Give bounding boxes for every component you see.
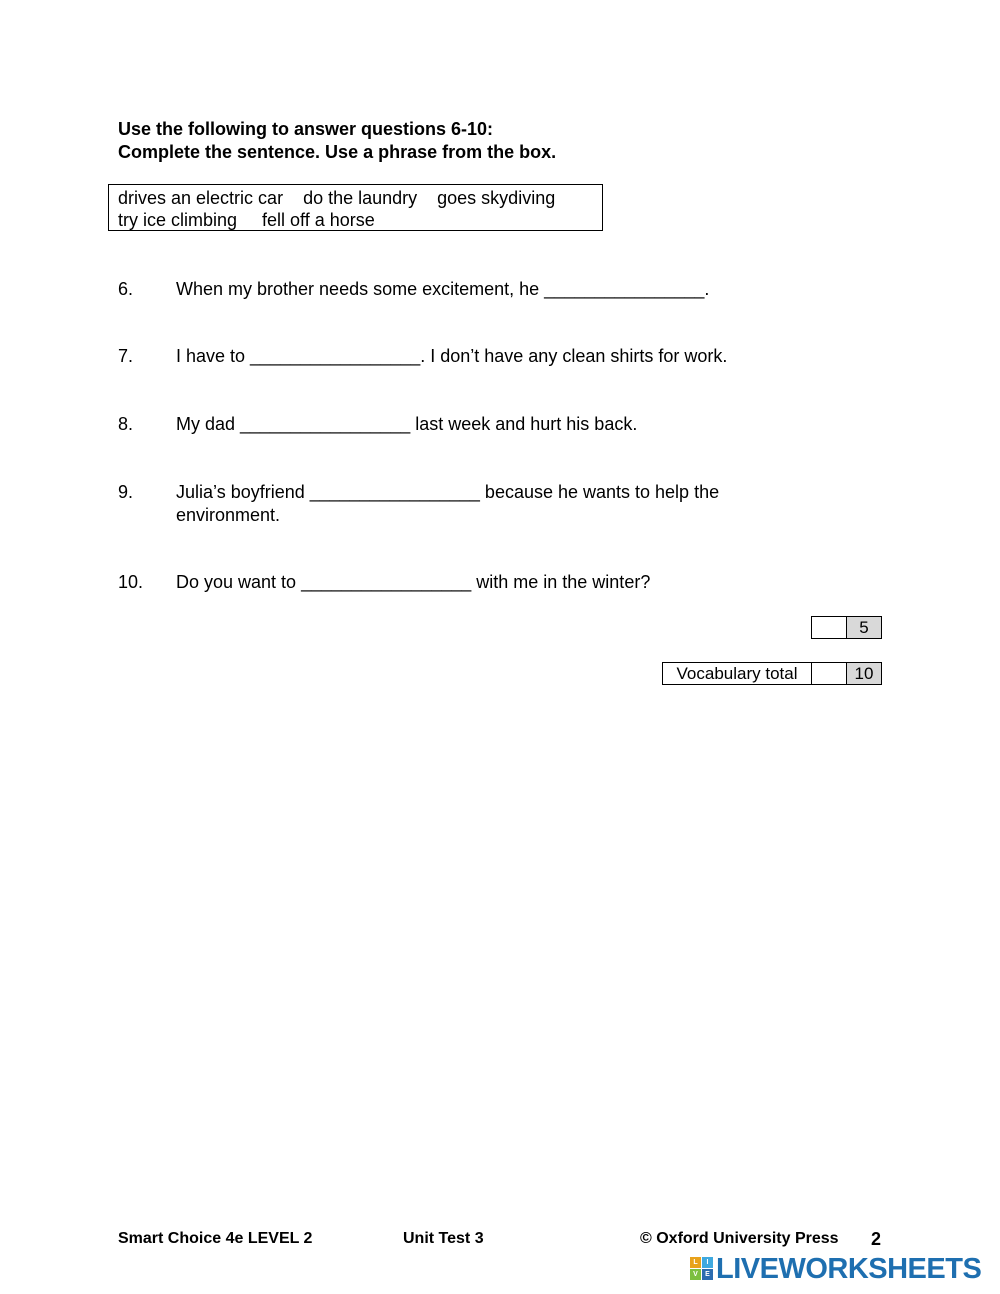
footer-page-number: 2 — [871, 1229, 882, 1249]
footer-copyright: © Oxford University Press — [640, 1230, 839, 1247]
word-box — [108, 184, 603, 231]
question-text: I have to _________________. I don’t have any clean shirts for work. — [176, 346, 728, 366]
instructions-line-1: Use the following to answer questions 6-10: — [118, 119, 494, 139]
question-text: Julia’s boyfriend _________________ because he wants to help the environment. — [176, 482, 720, 525]
question-number: 7. — [118, 346, 134, 366]
question-text: When my brother needs some excitement, he ________________. — [176, 279, 710, 299]
instructions-line-2: Complete the sentence. Use a phrase from the box. — [118, 142, 557, 162]
vocabulary-total-max: 10 — [847, 663, 882, 685]
section-score-box — [811, 616, 882, 639]
section-score-max: 5 — [847, 617, 882, 639]
word-box-row-2: try ice climbing fell off a horse — [118, 210, 375, 230]
logo-tile-i: I — [702, 1257, 713, 1268]
logo-tile-v: V — [690, 1269, 701, 1280]
vocabulary-total-box — [662, 662, 882, 685]
question-text: My dad _________________ last week and hurt his back. — [176, 414, 638, 434]
word-box-row-1: drives an electric car do the laundry goes skydiving — [118, 188, 556, 208]
liveworksheets-brand[interactable] — [690, 1253, 990, 1285]
instructions — [118, 118, 556, 164]
liveworksheets-wordmark: LIVEWORKSHEETS — [716, 1253, 982, 1285]
logo-tile-e: E — [702, 1269, 713, 1280]
logo-tile-l: L — [690, 1257, 701, 1268]
vocabulary-total-label: Vocabulary total — [663, 663, 812, 685]
question-number: 8. — [118, 414, 134, 434]
question-number: 6. — [118, 279, 134, 299]
question-number: 9. — [118, 482, 134, 502]
question-number: 10. — [118, 572, 144, 592]
footer-test-name: Unit Test 3 — [403, 1230, 484, 1247]
footer-book-title: Smart Choice 4e LEVEL 2 — [118, 1230, 313, 1247]
liveworksheets-logo-icon — [690, 1257, 714, 1281]
section-score-input[interactable] — [812, 617, 847, 639]
vocabulary-total-input[interactable] — [812, 663, 847, 685]
question-text: Do you want to _________________ with me in the winter? — [176, 572, 651, 592]
